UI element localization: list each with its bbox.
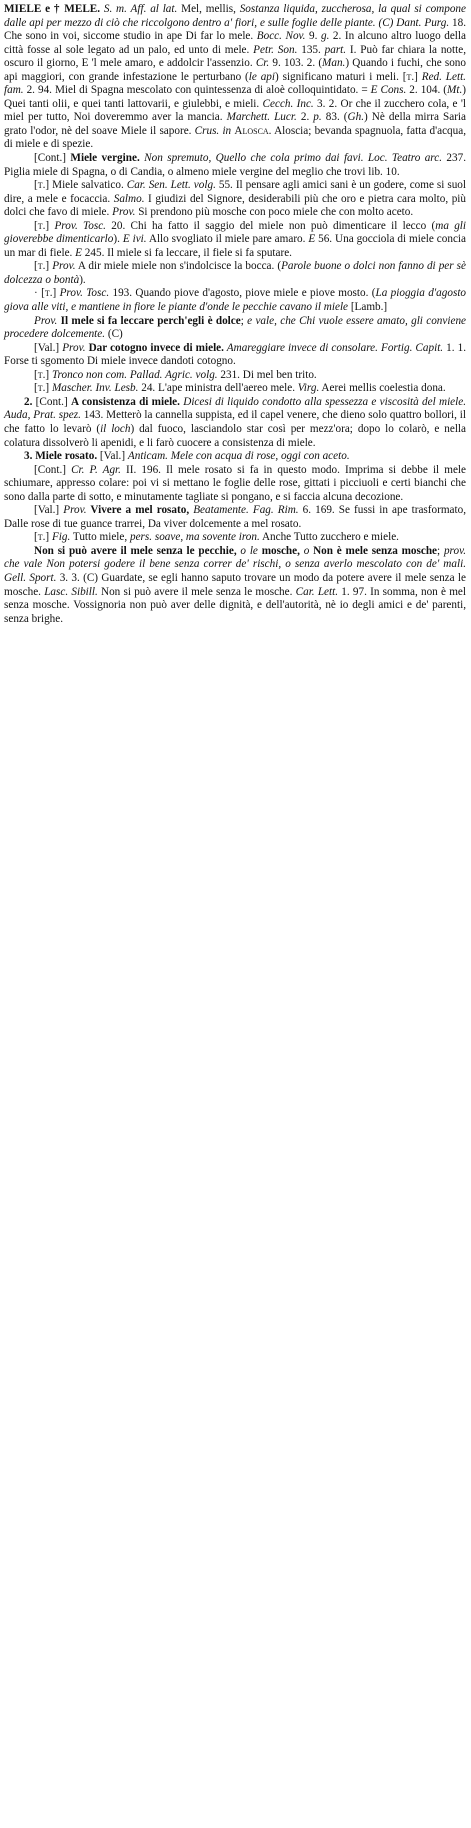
entry-paragraph [4,464,466,505]
text-run: Dar cotogno invece di miele. [85,341,224,354]
text-run: Cr. [255,57,270,70]
text-run: Il mele si fa leccare perch'egli è dolce [57,314,241,327]
text-run: ma gli gioverebbe dimenticarlo [4,219,467,246]
text-run: 3. Miele rosato. [24,450,98,463]
text-run: Red. Lett. fam. [4,70,466,97]
text-run: g. [320,30,330,43]
text-run: 55. Il pensare agli amici sani è un godere, come si suol dire, a mele e focaccia. [4,179,466,205]
text-run: Salmo. [113,192,145,205]
text-run: t. [37,260,46,273]
entry-paragraph [4,545,466,626]
text-run: 193. Quando piove d'agosto, piove miele e piove mosto. ( [109,287,376,300]
text-run: S. m. Aff. al lat. [100,3,178,15]
text-run: prov. che vale Non potersi godere il bene senza correr de' rischi, o senza averlo mescolato con de' mali. Gell. Sport. [4,544,466,584]
text-run: Crus. in [194,124,232,137]
text-run: 56. Una gocciola di miele concia un mar di fiele. [4,233,466,259]
text-run: 2. [296,111,314,124]
text-run: 24. L'ape ministra dell'aereo mele. [138,382,298,395]
text-run: 143. Metterò la cannella suppista, ed il capel venere, che dieno solo quattro bollori, il che fatto lo levarò ( [4,409,466,435]
entry-paragraph [4,3,466,152]
text-run: le api [248,70,275,83]
text-run: A consistenza di miele. [70,395,180,408]
text-run: MIELE e † MELE. [4,3,101,15]
text-run: [ [34,219,38,232]
text-run: Prov. Tosc. [59,287,110,300]
text-run: Anche Tutto zucchero e miele. [259,531,399,544]
entry-paragraph [4,342,466,369]
text-run: 20. Chi ha fatto il saggio del miele non può dimenticare il lecco ( [105,219,436,232]
text-run: ) significano maturi i meli. [ [275,70,407,83]
entry-paragraph [4,531,466,545]
text-run: Man. [322,57,346,70]
text-run: Car. Lett. [295,585,339,598]
text-run: Si prendono più mosche con poco miele che con molto aceto. [135,206,414,219]
text-run: 1. 1. Forse ti sgomento Di miele invece dandoti cotogno. [4,341,467,368]
text-run: t. [37,531,46,544]
text-run: t. [44,287,53,300]
text-run: ; [437,544,444,557]
text-run: [Lamb.] [348,301,388,314]
entry-paragraph [4,152,466,179]
text-run: (C) [105,328,123,341]
text-run: ). [79,273,86,286]
text-run: A dir miele miele non s'indolcisce la bocca. ( [75,260,282,273]
text-run: Mascher. Inv. Lesb. [51,382,139,395]
text-run: 2. [24,395,33,408]
text-run: E ivi. [122,233,147,246]
text-run: Cecch. Inc. [262,97,314,110]
entry-paragraph [4,504,466,531]
text-run: t. [37,368,46,381]
text-run: Mt. [447,84,463,97]
text-run: ] [45,368,52,381]
text-run: Sostanza liquida, zuccherosa, la qual si compone dalle api per mezzo di ciò che riccolgono dentro a' fiori, e sulle foglie delle piante. (C) Dant. Purg. [4,3,466,29]
text-run: 3. 2. Or che il zucchero cola, e 'l miel per tutto, Noi doveremmo aver la mancia. [4,97,466,124]
text-run: Cr. P. Agr. [71,463,121,476]
text-run: E [308,233,316,246]
text-run: ] [45,531,52,544]
text-run: Lasc. Sibill. [44,585,98,598]
text-run: [ [34,260,38,273]
text-run: ] Miele salvatico. [45,179,127,192]
text-run: 9. 103. 2. ( [269,57,323,70]
text-run: p. [313,111,322,124]
text-run: Prov. [52,260,76,273]
text-run: 237. Piglia miele di Spagna, o di Candia, o almeno miele vergine del meglio che trovi lib. 10. [4,152,467,178]
text-run: I giudizi del Signore, desiderabili più che oro e pietra cara molto, più dolci che favo di miele. [4,192,466,219]
text-run: Non spremuto, Quello che cola primo dai favi. Loc. Teatro arc. [139,152,443,165]
text-run: ; [240,314,248,327]
text-run: Car. Sen. Lett. volg. [126,179,216,192]
text-run: [ [34,179,38,192]
text-run: t. [37,382,46,395]
text-run: [ [34,382,38,395]
text-run: Gh. [347,111,365,124]
text-run: II. 196. Il mele rosato si fa in questo modo. Imprima si debbe il mele schiumare, appresso colare: poi vi si mettano le foglie delle rose, gittati i picciuoli e certi bianchi che sono dalla parte di sotto, e minutamente tagliate si pongano, e si faccia alcuna decozione. [4,463,466,503]
entry-paragraph [4,369,466,383]
entry-paragraph [4,220,466,261]
text-run: 2. 94. Miel di Spagna mescolato con quintessenza di aloè colloquintidato. = [23,84,371,97]
text-run: Allo svogliato il miele pare amaro. [146,233,309,246]
text-run: [ [34,368,38,381]
text-run: Non si può avere il mele senza le pecchie, [34,544,237,557]
text-run: Marchett. Lucr. [226,111,297,124]
text-run: 245. Il miele si fa leccare, il fiele si fa sputare. [81,246,292,259]
text-run: 231. Di mel ben trito. [217,368,317,381]
text-run: [Cont.] [34,463,72,476]
text-run: Beatamente. Fag. Rim. [189,504,299,517]
text-run: [Cont.] [32,395,71,408]
entry-paragraph [4,287,466,314]
text-run: 6. 169. Se fussi in ape trasformato, Dalle rose di tue guance trarrei, Da viver dolcemente a mel rosato. [4,504,467,530]
text-run: Prov. [63,504,87,517]
text-run: ] [45,382,52,395]
text-run: ] [52,287,60,300]
text-run: e vale, che Chi vuole essere amato, gli conviene procedere dolcemente. [4,314,466,341]
text-run: [Val.] [97,450,128,463]
text-run: Aloscia; bevanda spagnuola, fatta d'acqua, di miele e di spezie. [4,124,467,151]
text-run: pers. soave, ma sovente iron. [129,531,260,544]
text-run: Vivere a mel rosato, [86,504,190,517]
entry-paragraph [4,396,466,450]
text-run: Virg. [297,382,320,395]
text-run: Amareggiare invece di consolare. Fortig. Capit. [223,341,444,354]
text-run: 2. 104. ( [406,84,448,97]
text-run: 135. [297,43,325,56]
text-run: [Cont.] [34,152,71,165]
text-run: il loch [100,422,131,435]
text-run: [Val.] [34,504,64,517]
text-run: Prov. [62,341,86,354]
text-run: [Val.] [34,341,63,354]
text-run: Anticam. Mele con acqua di rose, oggi con aceto. [127,450,350,463]
text-run: 2. In alcuno altro luogo della città fosse al sole legato ad un palo, ed unto di mele. [4,30,466,56]
text-run: part. [324,43,347,56]
text-run: Alosca. [234,124,272,137]
entry-paragraph [4,450,466,464]
text-run: 83. ( [321,111,348,124]
text-run: I. Può far chiara la notte, oscuro il giorno, E 'l mele amaro, e addolcir l'assenzio. [4,43,466,70]
text-run: ) Quei tanti olii, e quei tanti lattovarii, e giulebbi, e mieli. [4,84,466,110]
text-run: 18. Che sono in voi, siccome studio in ape Di far lo mele. [4,16,467,43]
text-run: Petr. Son. [253,43,298,56]
text-run: o le [236,544,258,557]
text-run: E Cons. [370,84,407,97]
text-run: Non è mele senza mosche [309,544,438,557]
text-run: 1. 97. In somma, non è mel senza mosche. Vossignoria non può aver delle dignità, e dell'autorità, nè io degli amici e de' parenti, senza brighe. [4,585,466,625]
text-run: Mel, mellis, [177,3,240,15]
text-run: t. [406,70,415,83]
text-run: Tutto miele, [70,531,130,544]
text-run: o [299,544,310,557]
text-run: 3. 3. (C) Guardate, se egli hanno saputo trovare un modo da potere avere il mele senza le mosche. [4,571,466,598]
text-run: E [75,246,82,259]
text-run: t. [37,219,46,232]
text-run: ) Nè della mirra Saria grato l'odor, nè del soave Miele il sapore. [4,111,466,137]
entry-paragraph [4,260,466,287]
text-run: ] [45,260,53,273]
text-run: Prov. [112,206,136,219]
text-run: Tronco non com. Pallad. Agric. volg. [51,368,218,381]
text-run: Prov. Tosc. [54,219,106,232]
text-run: Fig. [51,531,71,544]
text-run: Parole buone o dolci non fanno di per sè dolcezza o bontà [4,260,466,286]
entry-paragraph [4,315,466,342]
text-run: Bocc. Nov. [256,30,306,43]
text-run: Aerei mellis coelestia dona. [319,382,446,395]
text-run: La pioggia d'agosto giova alle viti, e mantiene in fiore le piante d'onde le pecchie cavano il miele [4,287,467,314]
text-run: [ [34,531,38,544]
text-run: ) dal fuoco, lasciandolo star così per mezz'ora; dopo lo colarò, e nella colatura dissolverò li apenidi, e li farò cuocere a consistenza di miele. [4,422,466,449]
dictionary-entry-miele [4,3,466,1825]
text-run: t. [37,179,46,192]
text-run: Dicesi di liquido condotto alla spessezza e viscosità del miele. Auda, Prat. spez. [4,395,467,422]
text-run: · [ [34,287,45,300]
text-run: ] [414,70,422,83]
entry-paragraph [4,382,466,396]
text-run: Non si può avere il mele senza le mosche. [97,585,296,598]
text-run: Prov. [34,314,58,327]
text-run: 9. [305,30,321,43]
text-run: ). [113,233,123,246]
text-run: mosche, [257,544,300,557]
text-run: ] [45,219,55,232]
entry-paragraph [4,179,466,220]
text-run: Miele vergine. [70,152,140,165]
text-run: ) Quando i fuchi, che sono api maggiori, con grande infestazione le perturbano ( [4,57,466,83]
